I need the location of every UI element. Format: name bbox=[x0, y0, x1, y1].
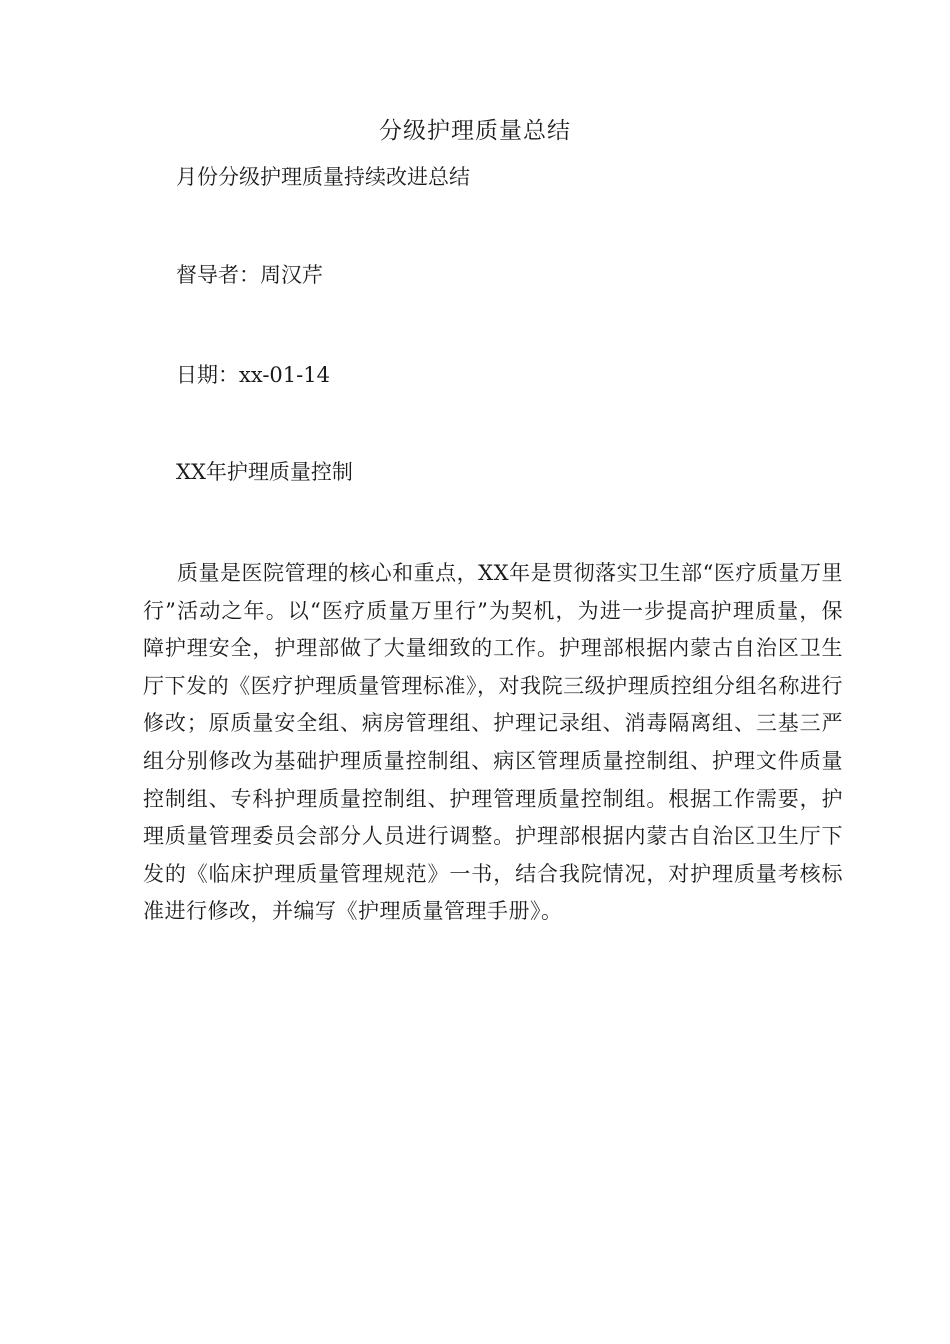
supervisor-line: 督导者：周汉芹 bbox=[176, 263, 323, 287]
document-subtitle: 月份分级护理质量持续改进总结 bbox=[176, 165, 470, 189]
section-heading: XX年护理质量控制 bbox=[176, 460, 353, 484]
date-line: 日期：xx-01-14 bbox=[176, 363, 330, 387]
body-paragraph: 质量是医院管理的核心和重点，XX年是贯彻落实卫生部“医疗质量万里行”活动之年。以“医疗质量万里行”为契机，为进一步提高护理质量，保障护理安全，护理部做了大量细致的工作。护理部根据内蒙古自治区卫生厅下发的《医疗护理质量管理标准》，对我院三级护理质控组分组名称进行修改；原质量安全组、病房管理组、护理记录组、消毒隔离组、三基三严组分别修改为基础护理质量控制组、病区管理质量控制组、护理文件质量控制组、专科护理质量控制组、护理管理质量控制组。根据工作需要，护理质量管理委员会部分人员进行调整。护理部根据内蒙古自治区卫生厅下发的《临床护理质量管理规范》一书，结合我院情况，对护理质量考核标准进行修改，并编写《护理质量管理手册》。 bbox=[143, 561, 843, 924]
document-title: 分级护理质量总结 bbox=[379, 118, 571, 144]
